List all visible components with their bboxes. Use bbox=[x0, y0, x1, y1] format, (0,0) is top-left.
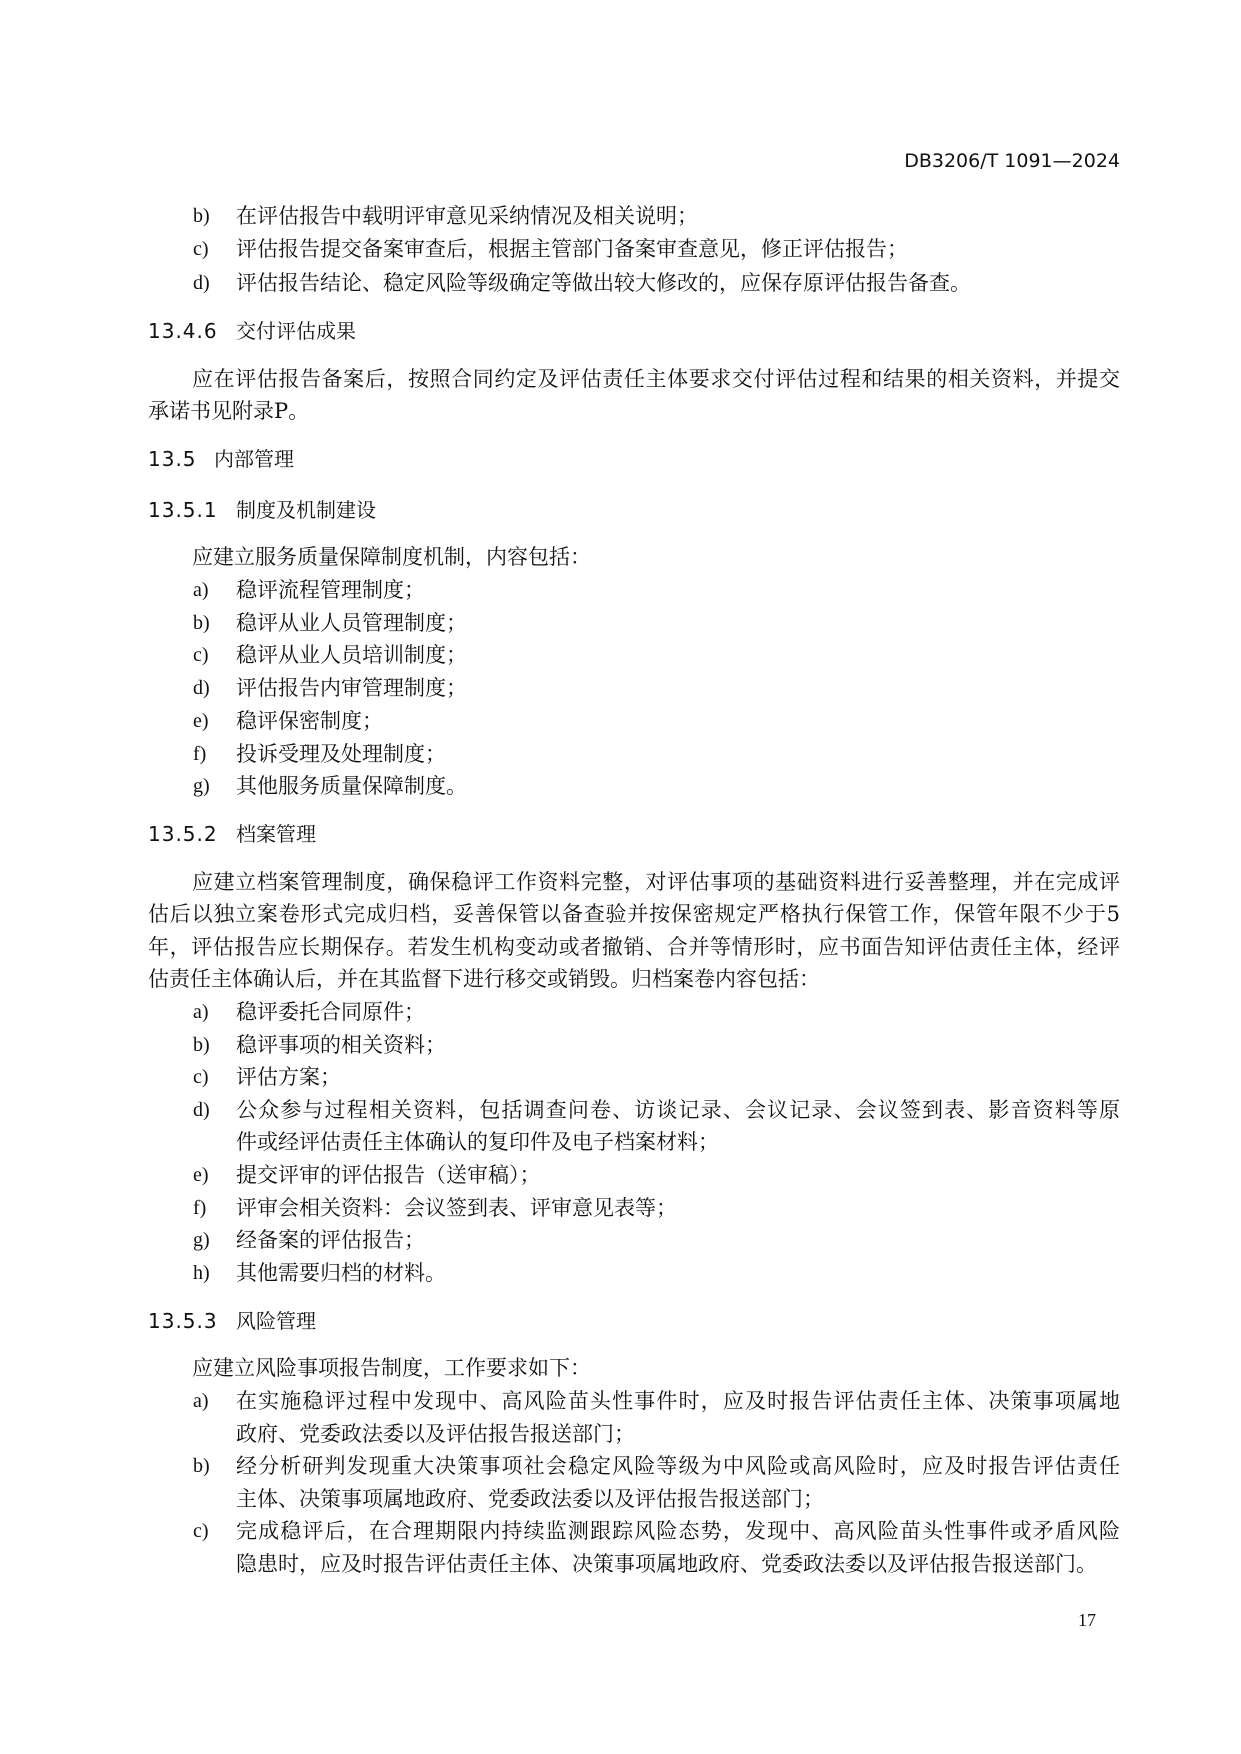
section-number: 13.5.1 bbox=[148, 498, 218, 522]
list-item-line: 公众参与过程相关资料，包括调查问卷、访谈记录、会议记录、会议签到表、影音资料等原 bbox=[236, 1097, 1120, 1122]
list-item-line: 主体、决策事项属地政府、党委政法委以及评估报告报送部门； bbox=[236, 1486, 824, 1511]
list-item: 在评估报告中载明评审意见采纳情况及相关说明； bbox=[236, 204, 698, 228]
list-item-line: 稳评委托合同原件； bbox=[236, 1000, 425, 1024]
paragraph-line: 应建立风险事项报告制度，工作要求如下： bbox=[192, 1356, 591, 1380]
list-label: h) bbox=[193, 1261, 210, 1284]
paragraph-line: 应建立档案管理制度，确保稳评工作资料完整，对评估事项的基础资料进行妥善整理，并在完成评 bbox=[192, 870, 1120, 894]
list-label: a) bbox=[193, 1001, 209, 1023]
section-number: 13.4.6 bbox=[148, 319, 218, 343]
paragraph-line: 应在评估报告备案后，按照合同约定及评估责任主体要求交付评估过程和结果的相关资料，并提交 bbox=[192, 367, 1120, 391]
list-label: f) bbox=[193, 1196, 207, 1219]
list-label: c) bbox=[193, 1520, 209, 1543]
section-title: 制度及机制建设 bbox=[236, 498, 376, 522]
list-item-line: 政府、党委政法委以及评估报告报送部门； bbox=[236, 1421, 635, 1446]
list-label: e) bbox=[193, 709, 209, 732]
list-label: d) bbox=[193, 1098, 210, 1121]
section-number: 13.5.3 bbox=[148, 1309, 218, 1333]
list-item-line: 评估报告内审管理制度； bbox=[236, 676, 467, 701]
section-heading-13-5-3 bbox=[148, 1308, 316, 1334]
list-label: e) bbox=[193, 1164, 209, 1186]
list-item-line: 稳评保密制度； bbox=[236, 708, 383, 733]
list-item-line: 其他需要归档的材料。 bbox=[236, 1260, 446, 1285]
list-item: 评估报告结论、稳定风险等级确定等做出较大修改的，应保存原评估报告备查。 bbox=[236, 271, 971, 295]
list-label: d) bbox=[193, 677, 210, 700]
list-item-line: 经分析研判发现重大决策事项社会稳定风险等级为中风险或高风险时，应及时报告评估责任 bbox=[236, 1454, 1120, 1479]
list-label: a) bbox=[193, 1390, 209, 1412]
list-item-line: 稳评流程管理制度； bbox=[236, 578, 425, 602]
list-item-line: 投诉受理及处理制度； bbox=[236, 741, 446, 766]
list-item-line: 提交评审的评估报告（送审稿）； bbox=[236, 1163, 541, 1187]
section-title: 风险管理 bbox=[236, 1309, 316, 1333]
section-heading-13-5 bbox=[148, 446, 294, 472]
section-number: 13.5 bbox=[148, 447, 197, 471]
list-label: c) bbox=[193, 1066, 209, 1089]
document-code-header: DB3206/T 1091—2024 bbox=[904, 150, 1120, 172]
paragraph-line: 估责任主体确认后，并在其监督下进行移交或销毁。归档案卷内容包括： bbox=[148, 967, 820, 991]
list-label: b) bbox=[193, 1455, 210, 1478]
section-heading-13-5-2 bbox=[148, 821, 316, 847]
list-item: 评估报告提交备案审查后，根据主管部门备案审查意见，修正评估报告； bbox=[236, 237, 908, 261]
section-title: 交付评估成果 bbox=[236, 319, 356, 343]
list-label: b) bbox=[193, 205, 210, 227]
paragraph-line: 应建立服务质量保障制度机制，内容包括： bbox=[192, 545, 591, 569]
list-item-line: 稳评事项的相关资料； bbox=[236, 1032, 446, 1057]
paragraph-line: 年，评估报告应长期保存。若发生机构变动或者撤销、合并等情形时，应书面告知评估责任主体，经评 bbox=[148, 935, 1120, 959]
list-item-line: 完成稳评后，在合理期限内持续监测跟踪风险态势，发现中、高风险苗头性事件或矛盾风险 bbox=[236, 1519, 1120, 1544]
list-label: f) bbox=[193, 742, 207, 765]
paragraph-line: 估后以独立案卷形式完成归档，妥善保管以备查验并按保密规定严格执行保管工作，保管年限不少于5 bbox=[148, 902, 1120, 926]
section-number: 13.5.2 bbox=[148, 822, 218, 846]
list-label: g) bbox=[193, 1229, 210, 1252]
list-label: b) bbox=[193, 611, 210, 634]
list-item-line: 稳评从业人员培训制度； bbox=[236, 643, 467, 668]
section-heading-13-4-6 bbox=[148, 318, 356, 344]
list-label: g) bbox=[193, 775, 210, 798]
list-item-line: 评估方案； bbox=[236, 1065, 341, 1090]
list-item-line: 其他服务质量保障制度。 bbox=[236, 774, 467, 799]
section-heading-13-5-1 bbox=[148, 497, 376, 523]
list-item-line: 经备案的评估报告； bbox=[236, 1228, 425, 1253]
list-label: d) bbox=[193, 272, 210, 294]
list-label: a) bbox=[193, 579, 209, 601]
list-item-line: 件或经评估责任主体确认的复印件及电子档案材料； bbox=[236, 1130, 719, 1155]
list-item-line: 评审会相关资料：会议签到表、评审意见表等； bbox=[236, 1195, 677, 1220]
paragraph-line: 承诺书见附录P。 bbox=[148, 399, 310, 423]
list-item-line: 稳评从业人员管理制度； bbox=[236, 610, 467, 635]
list-item-line: 隐患时，应及时报告评估责任主体、决策事项属地政府、党委政法委以及评估报告报送部门。 bbox=[236, 1552, 1097, 1576]
list-label: b) bbox=[193, 1033, 210, 1056]
list-label: c) bbox=[193, 238, 209, 260]
page-number: 17 bbox=[1078, 1610, 1096, 1630]
list-label: c) bbox=[193, 644, 209, 667]
list-item-line: 在实施稳评过程中发现中、高风险苗头性事件时，应及时报告评估责任主体、决策事项属地 bbox=[236, 1389, 1120, 1413]
section-title: 档案管理 bbox=[236, 822, 316, 846]
section-title: 内部管理 bbox=[214, 447, 294, 471]
